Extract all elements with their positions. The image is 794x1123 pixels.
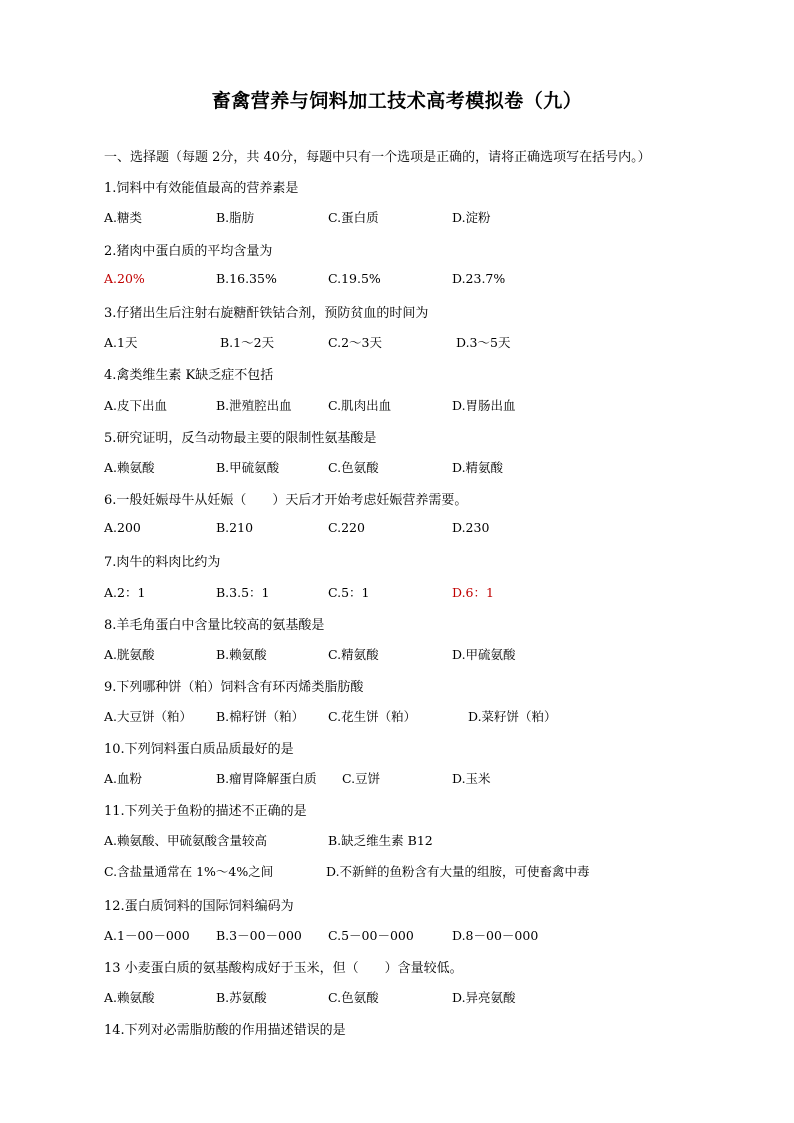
option-a: A.皮下出血: [104, 398, 168, 413]
option-d: D.玉米: [452, 771, 491, 786]
option-b: B.3.5：1: [216, 585, 270, 600]
option-d: D.甲硫氨酸: [452, 647, 516, 662]
option-d: D.8－00－000: [452, 928, 539, 943]
option-b: B.赖氨酸: [216, 647, 267, 662]
option-d: D.3～5天: [456, 335, 511, 350]
option-b: B.苏氨酸: [216, 990, 267, 1005]
option-d: D.23.7%: [452, 271, 506, 286]
option-a: A.赖氨酸: [104, 460, 155, 475]
question-text: 6.一般妊娠母牛从妊娠（ ）天后才开始考虑妊娠营养需要。: [104, 493, 468, 508]
option-a: A.胱氨酸: [104, 647, 155, 662]
question-text: 2.猪肉中蛋白质的平均含量为: [104, 244, 273, 259]
option-c: C.5：1: [328, 585, 370, 600]
question-text: 3.仔猪出生后注射右旋糖酐铁钴合剂，预防贫血的时间为: [104, 306, 429, 321]
option-d: D.淀粉: [452, 210, 491, 225]
question-text: 11.下列关于鱼粉的描述不正确的是: [104, 804, 307, 819]
option-b: B.210: [216, 520, 254, 535]
question-text: 5.研究证明，反刍动物最主要的限制性氨基酸是: [104, 431, 377, 446]
option-d: D.6：1: [452, 585, 494, 600]
option-c: C.19.5%: [328, 271, 381, 286]
option-a: A.2：1: [104, 585, 146, 600]
option-a: A.赖氨酸: [104, 990, 155, 1005]
option-c: C.2～3天: [328, 335, 382, 350]
option-d: D.异亮氨酸: [452, 990, 516, 1005]
option-a: A.1－00－000: [104, 928, 190, 943]
option-c: C.蛋白质: [328, 210, 379, 225]
page-title: 畜禽营养与饲料加工技术高考模拟卷（九）: [211, 90, 583, 112]
question-text: 4.禽类维生素 K缺乏症不包括: [104, 368, 274, 383]
question-text: 10.下列饲料蛋白质品质最好的是: [104, 742, 294, 757]
option-c: C.220: [328, 520, 365, 535]
section-heading: 一、选择题（每题 2分，共 40分，每题中只有一个选项是正确的，请将正确选项写在括号内。）: [104, 150, 651, 165]
option-a: A.20%: [104, 271, 145, 286]
option-c: C.花生饼（粕）: [328, 709, 417, 724]
option-c: C.肌肉出血: [328, 398, 392, 413]
option-c: C.精氨酸: [328, 647, 379, 662]
option-a: A.1天: [104, 335, 138, 350]
option-d: D.胃肠出血: [452, 398, 516, 413]
option-a: A.大豆饼（粕）: [104, 709, 193, 724]
option-c: C.含盐量通常在 1%～4%之间: [104, 864, 274, 879]
option-c: C.豆饼: [342, 771, 381, 786]
question-text: 1.饲料中有效能值最高的营养素是: [104, 181, 299, 196]
option-c: C.色氨酸: [328, 460, 379, 475]
question-text: 13 小麦蛋白质的氨基酸构成好于玉米，但（ ）含量较低。: [104, 961, 463, 976]
option-a: A.血粉: [104, 771, 143, 786]
option-b: B.脂肪: [216, 210, 255, 225]
option-b: B.泄殖腔出血: [216, 398, 292, 413]
question-text: 12.蛋白质饲料的国际饲料编码为: [104, 899, 294, 914]
question-text: 14.下列对必需脂肪酸的作用描述错误的是: [104, 1023, 346, 1038]
option-d: D.菜籽饼（粕）: [468, 709, 557, 724]
option-b: B.1～2天: [220, 335, 275, 350]
option-d: D.230: [452, 520, 490, 535]
option-a: A.200: [104, 520, 141, 535]
option-b: B.3－00－000: [216, 928, 302, 943]
option-d: D.不新鲜的鱼粉含有大量的组胺，可使畜禽中毒: [326, 864, 590, 879]
option-b: B.甲硫氨酸: [216, 460, 280, 475]
option-b: B.瘤胃降解蛋白质: [216, 771, 317, 786]
option-b: B.棉籽饼（粕）: [216, 709, 305, 724]
option-d: D.精氨酸: [452, 460, 504, 475]
option-b: B.16.35%: [216, 271, 277, 286]
question-text: 9.下列哪种饼（粕）饲料含有环丙烯类脂肪酸: [104, 680, 364, 695]
option-a: A.糖类: [104, 210, 143, 225]
option-b: B.缺乏维生素 B12: [328, 833, 433, 848]
option-a: A.赖氨酸、甲硫氨酸含量较高: [104, 833, 268, 848]
question-text: 8.羊毛角蛋白中含量比较高的氨基酸是: [104, 618, 325, 633]
option-c: C.色氨酸: [328, 990, 379, 1005]
option-c: C.5－00－000: [328, 928, 414, 943]
question-text: 7.肉牛的料肉比约为: [104, 555, 221, 570]
